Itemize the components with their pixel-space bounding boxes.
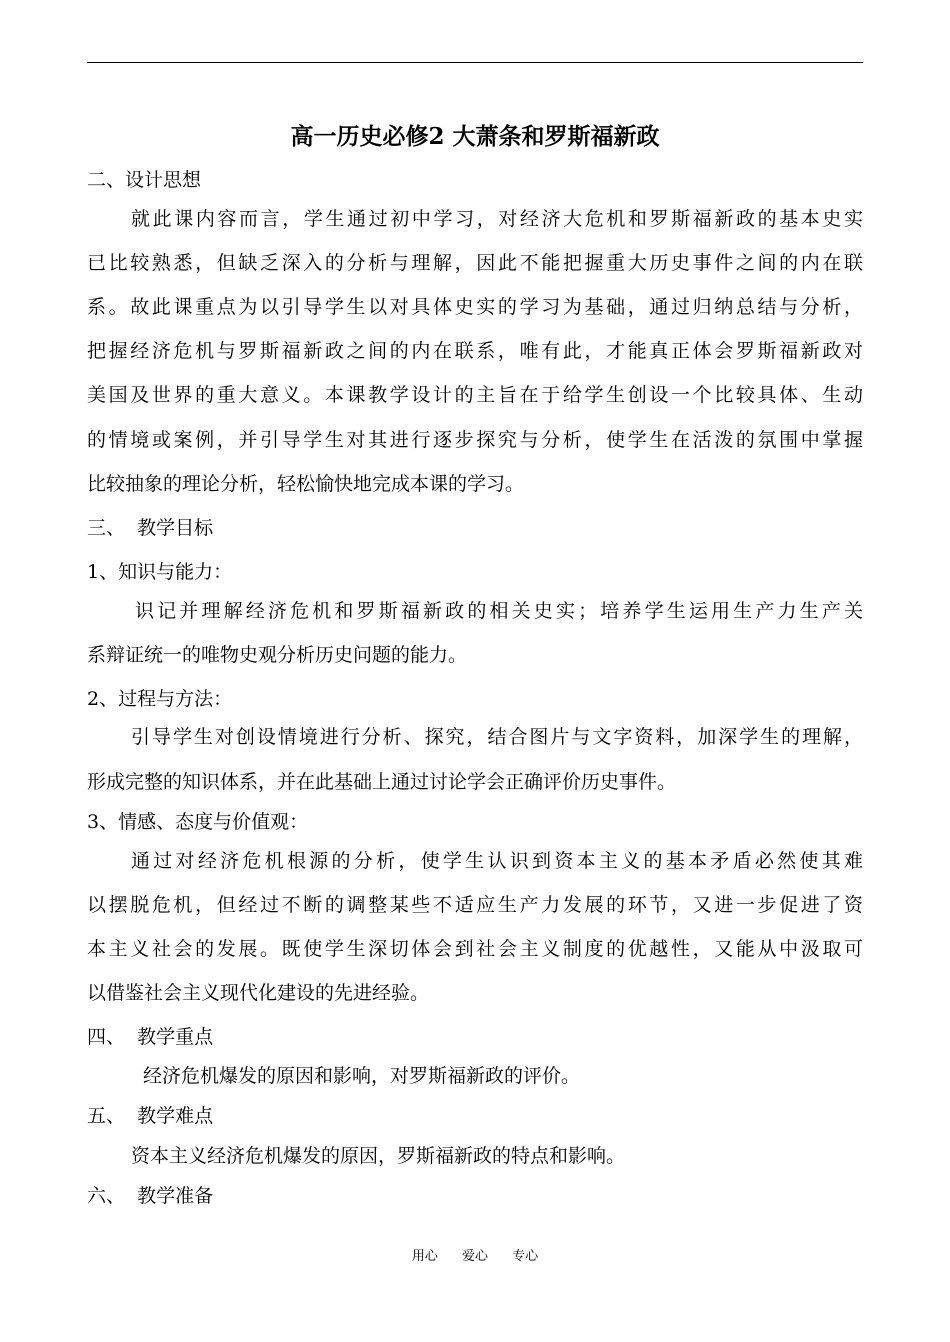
- footer-word: 爱心: [461, 1249, 488, 1264]
- emotion-paragraph-line: 通过对经济危机根源的分析，使学生认识到资本主义的基本矛盾必然使其难: [131, 850, 863, 872]
- header-rule: [87, 62, 863, 63]
- section-heading-difficulty: 五、 教学难点: [87, 1105, 214, 1127]
- difficulty-text: 资本主义经济危机爆发的原因，罗斯福新政的特点和影响。: [131, 1145, 626, 1167]
- subheading-process: 2、过程与方法：: [87, 688, 233, 710]
- knowledge-paragraph-line: 系辩证统一的唯物史观分析历史问题的能力。: [87, 644, 468, 666]
- subheading-knowledge: 1、知识与能力：: [87, 561, 233, 583]
- section-heading-goals: 三、 教学目标: [87, 517, 214, 539]
- process-paragraph-line: 形成完整的知识体系，并在此基础上通过讨论学会正确评价历史事件。: [87, 771, 677, 793]
- focus-text: 经济危机爆发的原因和影响，对罗斯福新政的评价。: [143, 1065, 581, 1087]
- footer-word: 用心: [411, 1249, 438, 1264]
- page-footer: [0, 1248, 950, 1266]
- document-title: 高一历史必修2 大萧条和罗斯福新政: [290, 123, 660, 150]
- emotion-paragraph-line: 本主义社会的发展。既使学生深切体会到社会主义制度的优越性，又能从中汲取可: [87, 938, 863, 960]
- design-paragraph-line: 把握经济危机与罗斯福新政之间的内在联系，唯有此，才能真正体会罗斯福新政对: [87, 340, 863, 362]
- knowledge-paragraph-line: 识记并理解经济危机和罗斯福新政的相关史实；培养学生运用生产力生产关: [135, 600, 863, 622]
- subheading-emotion: 3、情感、态度与价值观：: [87, 811, 309, 833]
- design-paragraph-line: 的情境或案例，并引导学生对其进行逐步探究与分析，使学生在活泼的氛围中掌握: [87, 429, 863, 451]
- design-paragraph-line: 美国及世界的重大意义。本课教学设计的主旨在于给学生创设一个比较具体、生动: [87, 384, 863, 406]
- design-paragraph-line: 已比较熟悉，但缺乏深入的分析与理解，因此不能把握重大历史事件之间的内在联: [87, 252, 863, 274]
- process-paragraph-line: 引导学生对创设情境进行分析、探究，结合图片与文字资料，加深学生的理解，: [131, 726, 863, 748]
- emotion-paragraph-line: 以摆脱危机，但经过不断的调整某些不适应生产力发展的环节，又进一步促进了资: [87, 894, 863, 916]
- section-heading-focus: 四、 教学重点: [87, 1026, 214, 1048]
- design-paragraph-line: 系。故此课重点为以引导学生以对具体史实的学习为基础，通过归纳总结与分析，: [87, 296, 863, 318]
- design-paragraph-line: 就此课内容而言，学生通过初中学习，对经济大危机和罗斯福新政的基本史实: [131, 208, 863, 230]
- emotion-paragraph-line: 以借鉴社会主义现代化建设的先进经验。: [87, 982, 430, 1004]
- design-paragraph-line: 比较抽象的理论分析，轻松愉快地完成本课的学习。: [87, 473, 525, 495]
- section-heading-design: 二、设计思想: [87, 169, 202, 191]
- footer-word: 专心: [512, 1249, 539, 1264]
- section-heading-preparation: 六、 教学准备: [87, 1185, 214, 1207]
